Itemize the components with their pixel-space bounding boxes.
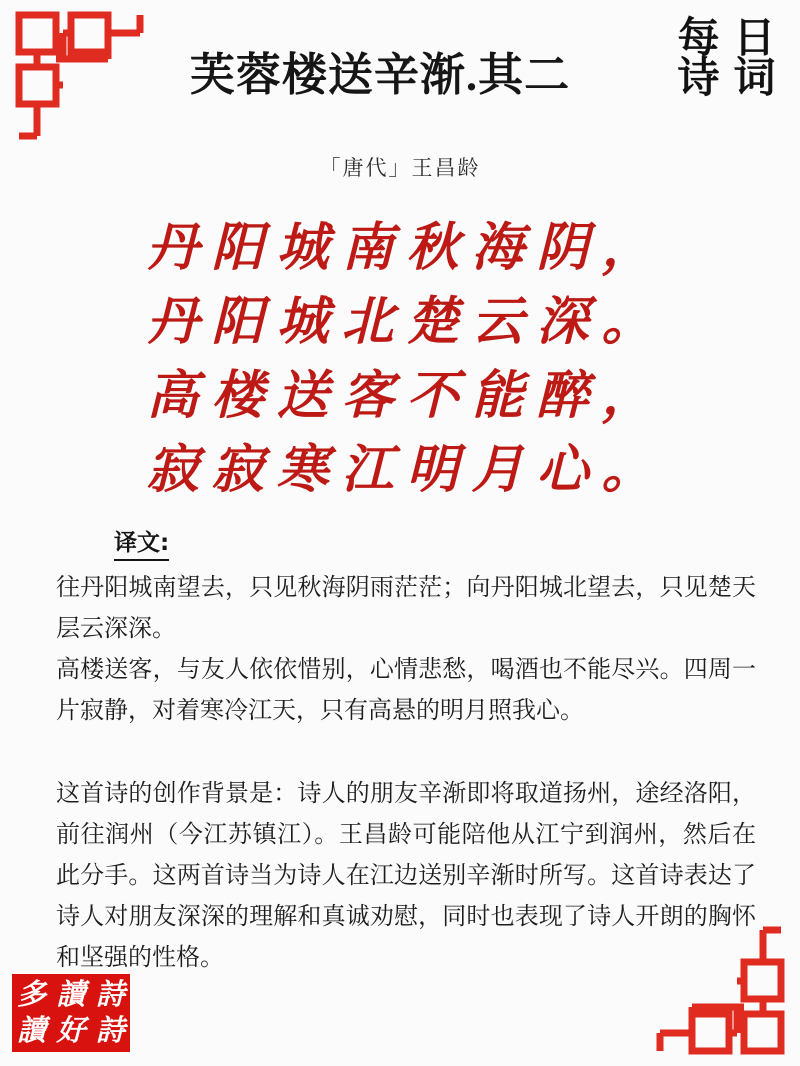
brand-char: 诗 bbox=[677, 53, 719, 103]
brand-char: 每 bbox=[677, 13, 719, 62]
card-header bbox=[0, 0, 800, 135]
poem-body bbox=[0, 212, 800, 508]
seal-stamp bbox=[12, 974, 130, 1052]
brand-char: 词 bbox=[733, 53, 775, 103]
prose-section bbox=[56, 528, 756, 978]
translation-heading-row bbox=[56, 528, 756, 561]
seal-char: 詩 bbox=[95, 979, 125, 1011]
seal-char: 多 bbox=[17, 979, 47, 1011]
page-title: 芙蓉楼送辛渐.其二 bbox=[189, 50, 571, 100]
poem-line: 高楼送客不能醉， bbox=[146, 368, 667, 425]
author-dynasty-byline: 「唐代」王昌龄 bbox=[319, 156, 481, 180]
translation-heading: 译文: bbox=[114, 528, 169, 561]
poem-line: 丹阳城南秋海阴， bbox=[146, 220, 667, 277]
brand-logo bbox=[670, 13, 782, 103]
brand-char: 日 bbox=[733, 13, 775, 62]
seal-char: 好 bbox=[56, 1015, 86, 1047]
poem-line: 寂寂寒江明月心。 bbox=[146, 442, 667, 499]
seal-char: 讀 bbox=[17, 1015, 47, 1047]
seal-char: 讀 bbox=[56, 979, 86, 1011]
seal-char: 詩 bbox=[95, 1015, 125, 1047]
translation-paragraph: 往丹阳城南望去，只见秋海阴雨茫茫；向丹阳城北望去，只见楚天层云深深。 bbox=[56, 573, 756, 642]
poem-line: 丹阳城北楚云深。 bbox=[146, 294, 667, 351]
context-paragraph: 这首诗的创作背景是：诗人的朋友辛渐即将取道扬州，途经洛阳，前往润州（今江苏镇江）。王昌龄可能陪他从江宁到润州，然后在此分手。这两首诗当为诗人在江边送别辛渐时所写。这首诗表达了诗人对朋友深深的理解和真诚劝慰，同时也表现了诗人开朗的胸怀和坚强的性格。 bbox=[56, 779, 756, 971]
translation-paragraph: 高楼送客，与友人依依惜别，心情悲愁，喝酒也不能尽兴。四周一片寂静，对着寒冷江天，只有高悬的明月照我心。 bbox=[56, 655, 756, 724]
